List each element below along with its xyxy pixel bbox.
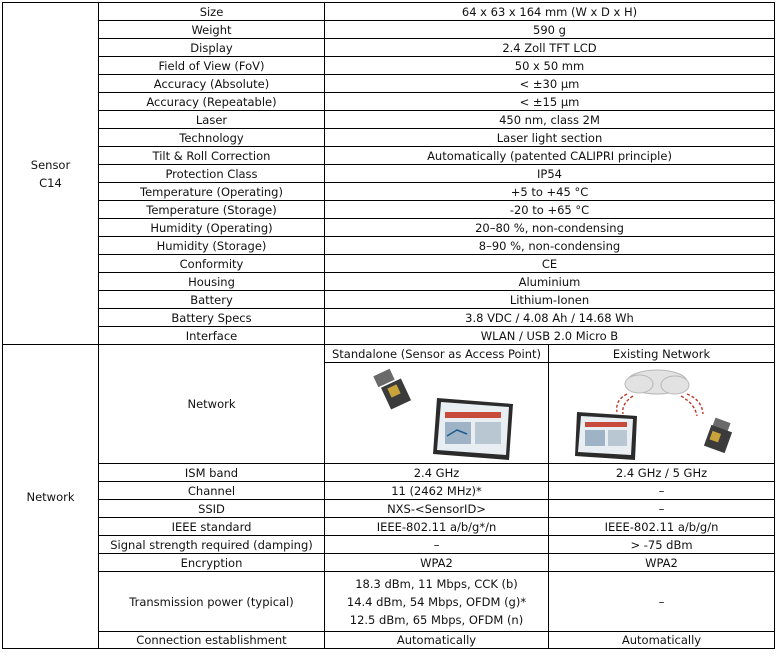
network-spec-label: SSID — [99, 500, 325, 518]
sensor-device-icon — [373, 369, 411, 410]
standalone-value: IEEE-802.11 a/b/g*/n — [325, 518, 549, 536]
spec-label: Accuracy (Repeatable) — [99, 93, 325, 111]
sensor-spec-row — [3, 183, 775, 201]
spec-value: WLAN / USB 2.0 Micro B — [325, 327, 775, 345]
connection-row — [3, 632, 775, 649]
standalone-value: NXS-<SensorID> — [325, 500, 549, 518]
sensor-spec-row — [3, 291, 775, 309]
standalone-header: Standalone (Sensor as Access Point) — [325, 345, 549, 363]
spec-label: Protection Class — [99, 165, 325, 183]
tx-power-label: Transmission power (typical) — [99, 572, 325, 632]
wifi-waves-right-icon — [681, 394, 703, 416]
network-label: Network — [99, 345, 325, 464]
sensor-device-icon — [703, 418, 731, 453]
sensor-spec-row — [3, 273, 775, 291]
spec-label: Tilt & Roll Correction — [99, 147, 325, 165]
spec-table-body — [3, 3, 775, 649]
network-spec-row — [3, 500, 775, 518]
tx-power-row — [3, 572, 775, 632]
sensor-spec-row — [3, 57, 775, 75]
spec-label: Display — [99, 39, 325, 57]
sensor-group-line1: Sensor — [30, 157, 71, 172]
standalone-value: – — [325, 536, 549, 554]
spec-label: Battery Specs — [99, 309, 325, 327]
network-spec-row — [3, 554, 775, 572]
existing-network-value: > -75 dBm — [549, 536, 775, 554]
wifi-waves-left-icon — [616, 394, 632, 414]
spec-label: Battery — [99, 291, 325, 309]
spec-label: Technology — [99, 129, 325, 147]
spec-label: Temperature (Storage) — [99, 201, 325, 219]
existing-network-illustration-icon — [557, 364, 767, 462]
sensor-group-line2: C14 — [39, 175, 62, 190]
spec-value: 2.4 Zoll TFT LCD — [325, 39, 775, 57]
network-spec-label: ISM band — [99, 464, 325, 482]
tx-power-line: 18.3 dBm, 11 Mbps, CCK (b) — [355, 576, 518, 591]
network-spec-row — [3, 482, 775, 500]
spec-value: Laser light section — [325, 129, 775, 147]
standalone-value: 11 (2462 MHz)* — [325, 482, 549, 500]
network-spec-label: IEEE standard — [99, 518, 325, 536]
spec-label: Laser — [99, 111, 325, 129]
sensor-spec-row — [3, 39, 775, 57]
network-spec-row — [3, 464, 775, 482]
tablet-device-icon — [433, 398, 513, 460]
sensor-spec-row — [3, 255, 775, 273]
spec-value: Aluminium — [325, 273, 775, 291]
spec-label: Humidity (Operating) — [99, 219, 325, 237]
standalone-value: 2.4 GHz — [325, 464, 549, 482]
spec-label: Weight — [99, 21, 325, 39]
existing-network-header: Existing Network — [549, 345, 775, 363]
existing-network-value: 2.4 GHz / 5 GHz — [549, 464, 775, 482]
tx-power-existing: – — [549, 572, 775, 632]
spec-value: 8–90 %, non-condensing — [325, 237, 775, 255]
existing-network-value: WPA2 — [549, 554, 775, 572]
spec-value: IP54 — [325, 165, 775, 183]
connection-standalone: Automatically — [325, 632, 549, 649]
network-spec-row — [3, 536, 775, 554]
existing-network-image-cell — [549, 363, 775, 464]
tx-power-line: 12.5 dBm, 65 Mbps, OFDM (n) — [349, 612, 524, 627]
network-spec-label: Encryption — [99, 554, 325, 572]
spec-value: 590 g — [325, 21, 775, 39]
spec-label: Housing — [99, 273, 325, 291]
existing-network-value: – — [549, 482, 775, 500]
sensor-spec-row — [3, 327, 775, 345]
network-group-label: Network — [3, 345, 99, 649]
network-spec-label: Channel — [99, 482, 325, 500]
spec-value: 20–80 %, non-condensing — [325, 219, 775, 237]
standalone-value: WPA2 — [325, 554, 549, 572]
sensor-spec-row — [3, 309, 775, 327]
spec-label: Field of View (FoV) — [99, 57, 325, 75]
network-spec-label: Signal strength required (damping) — [99, 536, 325, 554]
spec-value: -20 to +65 °C — [325, 201, 775, 219]
sensor-spec-row — [3, 21, 775, 39]
connection-label: Connection establishment — [99, 632, 325, 649]
cloud-icon — [625, 370, 689, 394]
spec-label: Conformity — [99, 255, 325, 273]
sensor-spec-row — [3, 237, 775, 255]
network-header-row — [3, 345, 775, 363]
sensor-spec-row — [3, 201, 775, 219]
existing-network-value: – — [549, 500, 775, 518]
spec-label: Accuracy (Absolute) — [99, 75, 325, 93]
spec-value: 3.8 VDC / 4.08 Ah / 14.68 Wh — [325, 309, 775, 327]
network-spec-row — [3, 518, 775, 536]
spec-value: 50 x 50 mm — [325, 57, 775, 75]
tx-power-line: 14.4 dBm, 54 Mbps, OFDM (g)* — [346, 594, 527, 609]
spec-label: Humidity (Storage) — [99, 237, 325, 255]
spec-value: < ±30 µm — [325, 75, 775, 93]
spec-value: Automatically (patented CALIPRI principle) — [325, 147, 775, 165]
sensor-spec-row — [3, 93, 775, 111]
sensor-spec-row — [3, 219, 775, 237]
standalone-illustration-icon — [337, 364, 537, 462]
tablet-device-icon — [575, 412, 637, 460]
spec-table — [2, 2, 775, 649]
spec-label: Temperature (Operating) — [99, 183, 325, 201]
sensor-spec-row — [3, 111, 775, 129]
spec-value: Lithium-Ionen — [325, 291, 775, 309]
sensor-spec-row — [3, 147, 775, 165]
spec-label: Size — [99, 3, 325, 21]
connection-existing: Automatically — [549, 632, 775, 649]
sensor-spec-row — [3, 75, 775, 93]
spec-label: Interface — [99, 327, 325, 345]
existing-network-value: IEEE-802.11 a/b/g/n — [549, 518, 775, 536]
standalone-image-cell — [325, 363, 549, 464]
sensor-spec-row — [3, 165, 775, 183]
spec-value: +5 to +45 °C — [325, 183, 775, 201]
spec-value: 64 x 63 x 164 mm (W x D x H) — [325, 3, 775, 21]
spec-value: 450 nm, class 2M — [325, 111, 775, 129]
sensor-spec-row — [3, 129, 775, 147]
spec-value: CE — [325, 255, 775, 273]
sensor-spec-row — [3, 3, 775, 21]
sensor-group-label — [3, 3, 99, 345]
tx-power-standalone — [325, 572, 549, 632]
spec-value: < ±15 µm — [325, 93, 775, 111]
